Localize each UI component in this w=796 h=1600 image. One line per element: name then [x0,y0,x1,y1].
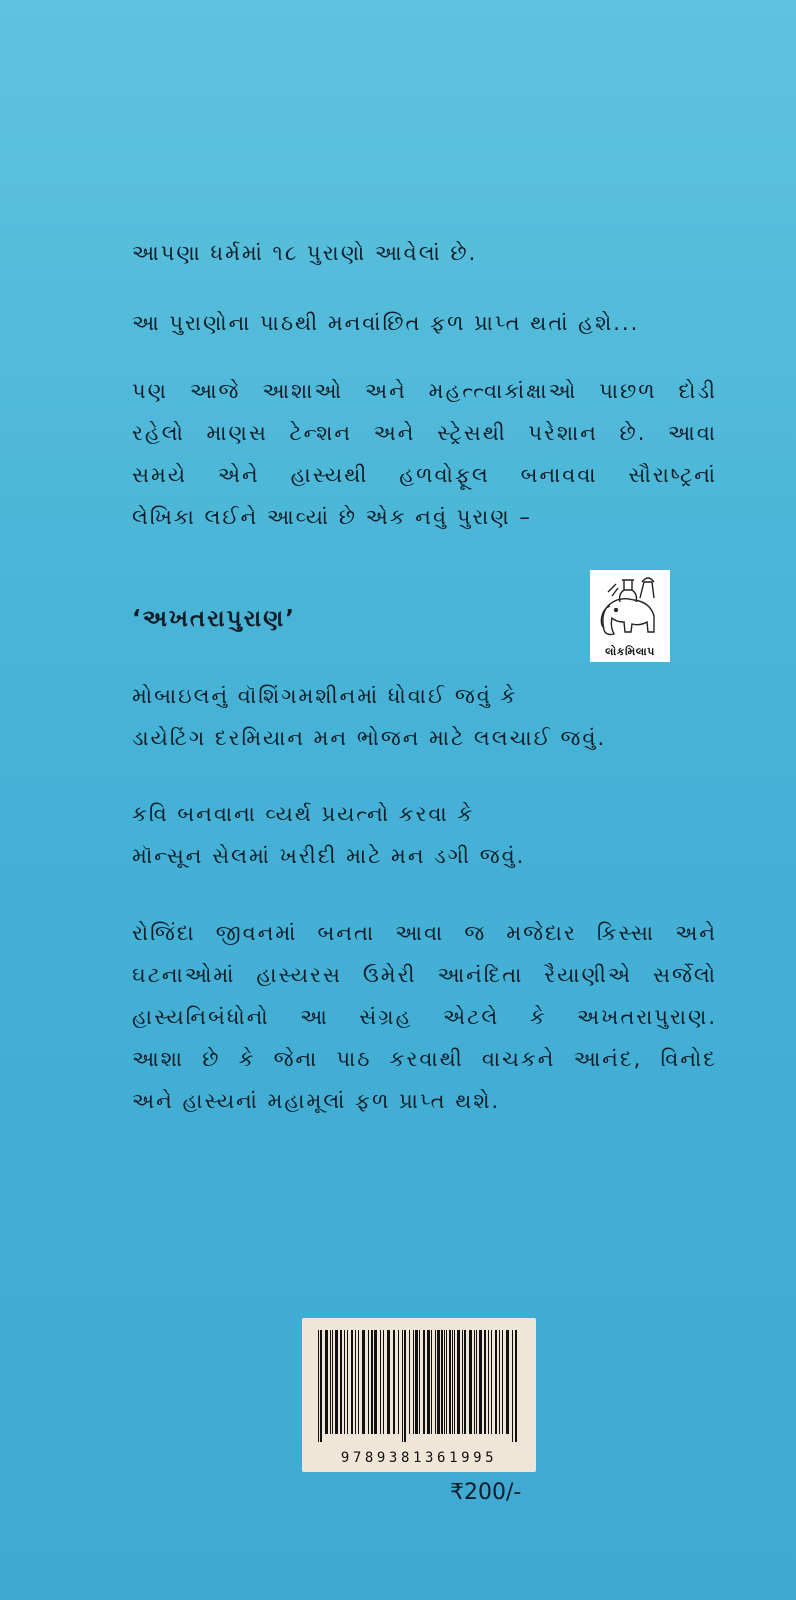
barcode-bar [351,1330,353,1434]
text-line: પણ આજે આશાઓ અને મહત્ત્વાકાંક્ષાઓ પાછળ દોડી [132,379,717,403]
barcode-bar [431,1330,432,1434]
barcode-bar [340,1330,342,1434]
barcode-bar [444,1330,445,1434]
text-line: ડાયેટિંગ દરમિયાન મન ભોજન માટે લલચાઈ જવું. [132,726,607,750]
barcode-bar [404,1330,406,1442]
book-title: ‘અખતરાપુરાણ’ [132,606,296,632]
context-paragraph [132,370,717,538]
text-line: કવિ બનવાના વ્યર્થ પ્રયત્નો કરવા કે [132,802,475,826]
barcode-bar [325,1330,328,1434]
example-paragraph-1 [132,675,717,759]
isbn-barcode [302,1318,536,1472]
text-line: આ પુરાણોના પાઠથી મનવાંછિત ફળ પ્રાપ્ત થતાં હશે... [132,311,640,335]
barcode-bar [358,1330,359,1434]
barcode-bar [318,1330,319,1442]
barcode-bar [371,1330,373,1434]
barcode-bar [415,1330,418,1434]
text-line: રહેલો માણસ ટેન્શન અને સ્ટ્રેસથી પરેશાન છે. આવા [132,421,717,445]
barcode-bar [449,1330,451,1434]
barcode-bar [435,1330,436,1434]
barcode-bar [335,1330,338,1434]
barcode-bar [380,1330,381,1434]
intro-paragraph [132,232,717,274]
purana-paragraph [132,302,717,344]
barcode-bar [491,1330,492,1434]
barcode-bar [441,1330,443,1434]
barcode-bar [347,1330,348,1434]
isbn-number: 9789381361995 [340,1450,498,1466]
text-line: અને હાસ્યનાં મહામૂલાં ફળ પ્રાપ્ત થશે. [132,1089,501,1113]
barcode-bar [452,1330,453,1434]
barcode-bar [332,1330,333,1434]
barcode-bar [413,1330,414,1434]
barcode-bar [330,1330,331,1434]
barcode-bar [476,1330,477,1434]
barcode-bar [374,1330,377,1434]
price-label: ₹200/- [450,1480,522,1505]
barcode-bar [462,1330,463,1434]
barcode-bar [368,1330,369,1434]
barcode-bar [409,1330,410,1434]
barcode-bar [464,1330,466,1434]
barcode-bar [437,1330,440,1434]
text-line: ઘટનાઓમાં હાસ્યરસ ઉમેરી આનંદિતા રૈયાણીએ સર્જેલો [132,963,717,987]
text-line: મોબાઇલનું વૉશિંગમશીનમાં ધોવાઈ જવું કે [132,684,518,708]
barcode-bar [454,1330,455,1434]
barcode-bar [423,1330,425,1434]
text-line: મૉન્સૂન સેલમાં ખરીદી માટે મન ડગી જવું. [132,844,526,868]
barcode-bar [479,1330,482,1434]
barcode-bar [506,1330,509,1434]
text-line: આશા છે કે જેના પાઠ કરવાથી વાચકને આનંદ, વિનોદ [132,1047,717,1071]
barcode-bar [320,1330,322,1442]
barcode-bar [469,1330,472,1434]
barcode-bar [355,1330,356,1434]
barcode-bar [383,1330,384,1434]
text-line: સમયે એને હાસ્યથી હળવોફૂલ બનાવવા સૌરાષ્ટ્રનાં [132,463,717,487]
barcode-bar [495,1330,497,1434]
barcode-bar [419,1330,420,1434]
barcode-bar [488,1330,489,1434]
barcode-bar [502,1330,503,1434]
text-line: હાસ્યનિબંધોનો આ સંગ્રહ એટલે કે અખતરાપુરાણ. [132,1005,717,1029]
example-paragraph-2 [132,793,717,877]
barcode-bar [499,1330,500,1434]
barcode-bar [484,1330,486,1434]
text-line: આપણા ધર્મમાં ૧૮ પુરાણો આવેલાં છે. [132,241,478,265]
publisher-logo [590,570,670,662]
text-line: રોજિંદા જીવનમાં બનતા આવા જ મજેદાર કિસ્સા અને [132,921,717,945]
elephant-rider-icon [594,572,666,642]
publisher-name: લોકમિલાપ [605,645,655,658]
barcode-bar [398,1330,399,1434]
barcode-bar [446,1330,447,1434]
barcode-bar [393,1330,395,1434]
barcode-bars [314,1330,524,1442]
barcode-bar [427,1330,430,1434]
barcode-bar [457,1330,460,1434]
summary-paragraph [132,912,717,1122]
barcode-bar [362,1330,365,1434]
barcode-bar [344,1330,345,1434]
barcode-bar [474,1330,475,1434]
text-line: લેખિકા લઈને આવ્યાં છે એક નવું પુરાણ – [132,505,532,529]
barcode-bar [387,1330,390,1434]
barcode-bar [402,1330,403,1442]
barcode-bar [512,1330,513,1442]
barcode-bar [515,1330,517,1442]
